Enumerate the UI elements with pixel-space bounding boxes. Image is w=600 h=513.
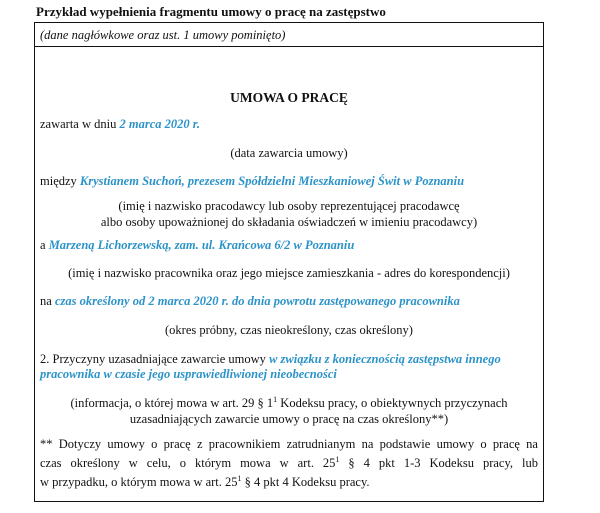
- reasons-caption-1b: Kodeksu pracy, o obiektywnych przyczynach: [277, 396, 508, 410]
- employer-caption-2: albo osoby upoważnionej do składania oświadczeń w imieniu pracodawcy): [100, 215, 478, 229]
- employee-value: Marzeną Lichorzewską, zam. ul. Krańcowa 6/2 w Poznaniu: [48, 238, 355, 252]
- term-value: czas określony od 2 marca 2020 r. do dnia powrotu zastępowanego pracownika: [54, 294, 460, 308]
- reasons-caption-1a: (informacja, o której mowa w art. 29 § 1: [70, 396, 274, 410]
- reasons-caption-1-sup: 1: [273, 394, 278, 404]
- reasons-prefix: 2. Przyczyny uzasadniające zawarcie umowy: [40, 352, 270, 366]
- footnote-line-1: ** Dotyczy umowy o pracę z pracownikiem zatrudnianym na podstawie umowy o pracę na: [40, 437, 538, 451]
- reasons-caption-1: [34, 396, 544, 411]
- employee-prefix: a: [40, 238, 49, 252]
- employer-line: [40, 174, 464, 189]
- footnote-line-3-sup: 1: [237, 473, 242, 483]
- reasons-value-2: pracownika w czasie jego usprawiedliwionej nieobecności: [40, 367, 337, 381]
- employer-prefix: między: [40, 174, 80, 188]
- employer-caption-1: (imię i nazwisko pracodawcy lub osoby reprezentującej pracodawcę: [118, 199, 460, 213]
- reasons-line-1: [40, 352, 501, 367]
- concluded-caption: (data zawarcia umowy): [230, 146, 348, 160]
- reasons-caption-2: uzasadniających zawarcie umowy o pracę na czas określony**): [129, 412, 449, 426]
- concluded-prefix: zawarta w dniu: [40, 117, 120, 131]
- reasons-value-1: w związku z koniecznością zastępstwa innego: [269, 352, 501, 366]
- footnote-line-3b: § 4 pkt 4 Kodeksu pracy.: [241, 475, 370, 489]
- footnote-line-3a: w przypadku, o którym mowa w art. 25: [40, 475, 238, 489]
- reasons-line-2: [40, 367, 337, 382]
- footnote-line-3: [40, 475, 370, 490]
- footnote-line-2-sup: 1: [335, 454, 340, 464]
- employer-value: Krystianem Suchoń, prezesem Spółdzielni Mieszkaniowej Świt w Poznaniu: [79, 174, 465, 188]
- footnote-line-2: [40, 456, 538, 471]
- employee-caption: (imię i nazwisko pracownika oraz jego miejsce zamieszkania - adres do korespondencji): [68, 266, 510, 280]
- employee-line: [40, 238, 354, 253]
- term-prefix: na: [40, 294, 55, 308]
- term-caption: (okres próbny, czas nieokreślony, czas określony): [165, 323, 413, 337]
- concluded-line: [40, 117, 200, 132]
- term-line: [40, 294, 460, 309]
- contract-title: UMOWA O PRACĘ: [230, 90, 348, 105]
- header-divider: [34, 46, 544, 47]
- document-heading: Przykład wypełnienia fragmentu umowy o pracę na zastępstwo: [36, 4, 386, 19]
- footnote-line-2b: § 4 pkt 1-3 Kodeksu pracy, lub: [339, 456, 538, 470]
- omitted-note: (dane nagłówkowe oraz ust. 1 umowy pominięto): [40, 28, 286, 42]
- footnote-line-2a: czas określony w celu, o którym mowa w art. 25: [40, 456, 336, 470]
- concluded-date: 2 marca 2020 r.: [119, 117, 201, 131]
